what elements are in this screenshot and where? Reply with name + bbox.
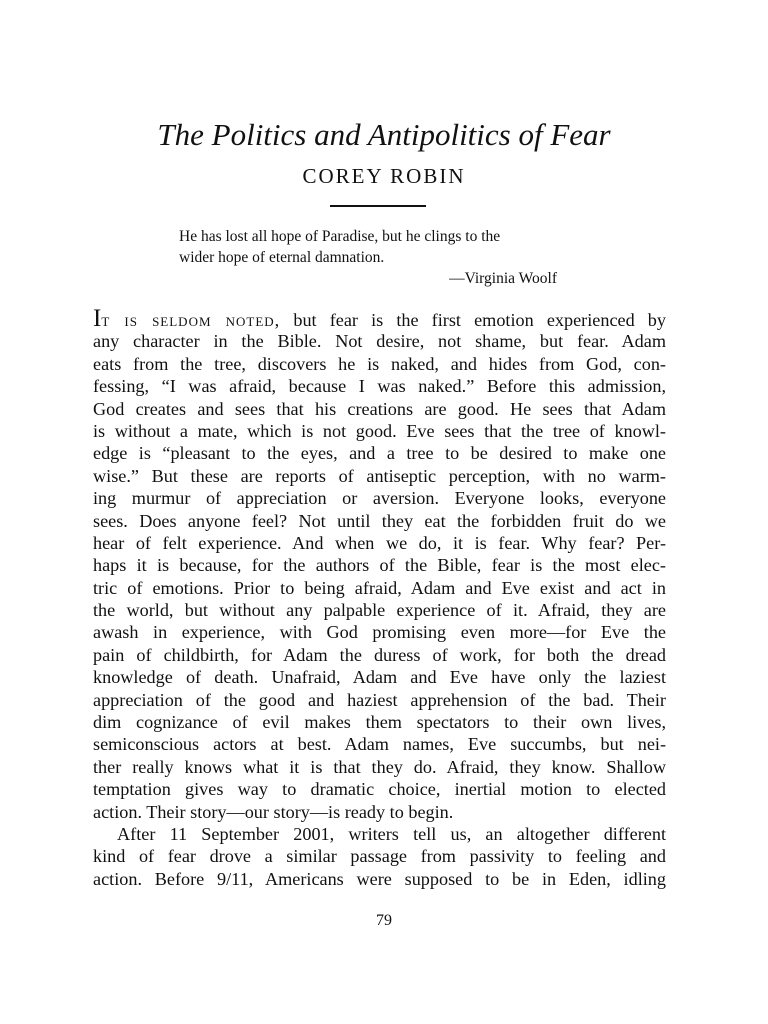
text-line: any character in the Bible. Not desire, not shame, but fear. Adam [93, 331, 666, 352]
text-line: action. Before 9/11, Americans were supposed to be in Eden, idling [93, 868, 666, 889]
text-line: action. Their story—our story—is ready to begin. [93, 801, 454, 822]
text-line: semiconscious actors at best. Adam names, Eve succumbs, but nei- [93, 734, 666, 755]
text-line: pain of childbirth, for Adam the duress of work, for both the dread [93, 644, 666, 665]
body-text [93, 305, 666, 890]
small-caps-lead: t is seldom noted, [101, 310, 281, 330]
paragraph-1 [93, 330, 666, 823]
text-line: dim cognizance of evil makes them spectators to their own lives, [93, 712, 666, 733]
text-line: wise.” But these are reports of antiseptic perception, with no warm- [93, 465, 666, 486]
text-line: edge is “pleasant to the eyes, and a tree to be desired to make one [93, 443, 666, 464]
text-line: ing murmur of appreciation or aversion. Everyone looks, everyone [93, 488, 666, 509]
text-line: appreciation of the good and haziest apprehension of the bad. Their [93, 689, 666, 710]
text-line: knowledge of death. Unafraid, Adam and Eve have only the laziest [93, 667, 666, 688]
text-line: awash in experience, with God promising even more—for Eve the [93, 622, 666, 643]
text-line: kind of fear drove a similar passage from passivity to feeling and [93, 846, 666, 867]
paragraph-2 [93, 823, 666, 890]
text-line: is without a mate, which is not good. Eve sees that the tree of knowl- [93, 420, 666, 441]
article-author: COREY ROBIN [302, 164, 466, 188]
text-line: hear of felt experience. And when we do, it is fear. Why fear? Per- [93, 532, 666, 553]
first-line-rest: but fear is the first emotion experienced by [280, 310, 666, 330]
paragraph-first-line [93, 305, 666, 332]
title-divider [330, 205, 426, 207]
drop-cap: I [93, 305, 102, 332]
text-line: temptation gives way to dramatic choice, inertial motion to elected [93, 779, 666, 800]
text-line: ther really knows what it is that they do. Afraid, they know. Shallow [93, 756, 666, 777]
text-line: eats from the tree, discovers he is naked, and hides from God, con- [93, 353, 666, 374]
text-line: haps it is because, for the authors of the Bible, fear is the most elec- [93, 555, 666, 576]
epigraph-line: wider hope of eternal damnation. [179, 249, 385, 266]
epigraph-attribution: —Virginia Woolf [449, 270, 557, 287]
text-line: sees. Does anyone feel? Not until they eat the forbidden fruit do we [93, 510, 666, 531]
text-line: fessing, “I was afraid, because I was naked.” Before this admission, [93, 376, 666, 397]
article-title: The Politics and Antipolitics of Fear [157, 117, 611, 152]
epigraph-line: He has lost all hope of Paradise, but he clings to the [179, 228, 501, 245]
text-line: tric of emotions. Prior to being afraid, Adam and Eve exist and act in [93, 577, 666, 598]
epigraph [179, 226, 579, 289]
page-number: 79 [376, 912, 392, 929]
text-line: God creates and sees that his creations are good. He sees that Adam [93, 398, 666, 419]
text-line: the world, but without any palpable experience of it. Afraid, they are [93, 600, 666, 621]
text-line: After 11 September 2001, writers tell us, an altogether different [117, 823, 666, 844]
